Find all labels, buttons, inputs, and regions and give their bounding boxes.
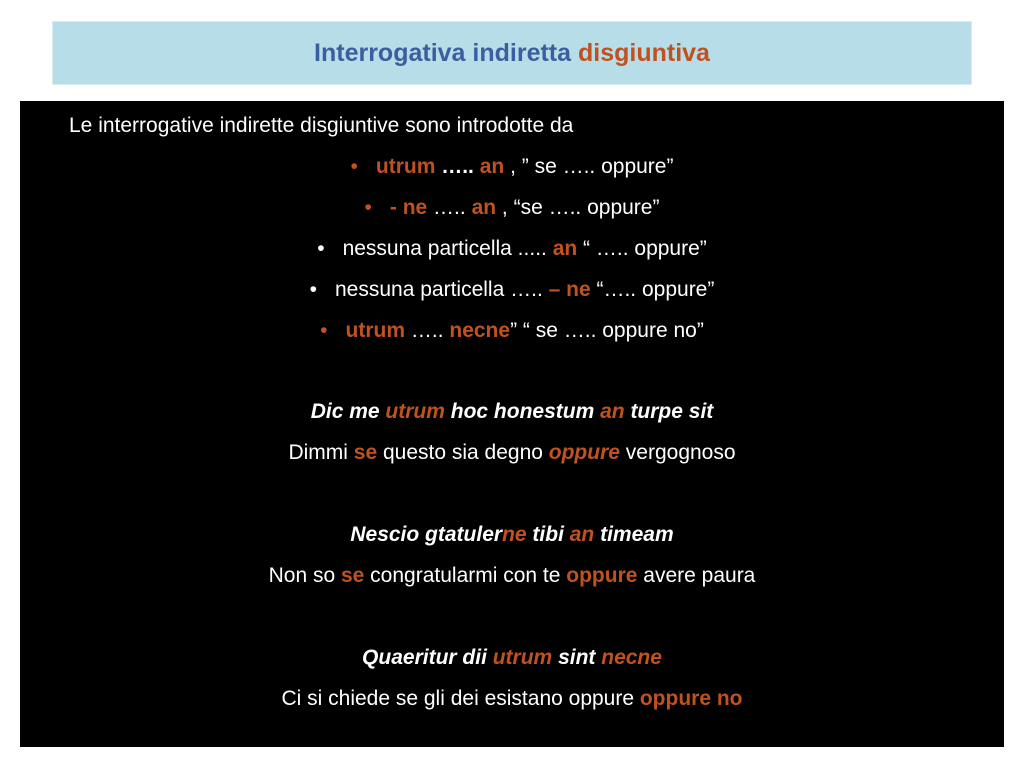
bullet-icon: • xyxy=(320,319,328,342)
slide-title-banner xyxy=(52,21,972,85)
example-2-italian: Non so se congratularmi con te oppure avere paura xyxy=(268,564,756,587)
bullet-ne-an: • - ne ….. an , “se ….. oppure” xyxy=(20,194,1004,222)
bullet-icon: • xyxy=(317,237,325,260)
bullet-icon: • xyxy=(309,278,317,301)
bullet-nessuna-ne: • nessuna particella ….. – ne “….. oppure” xyxy=(20,276,1004,304)
bullet-icon: • xyxy=(364,196,372,219)
bullet-nessuna-an: • nessuna particella ..... an “ ….. oppure” xyxy=(20,235,1004,263)
example-1-italian: Dimmi se questo sia degno oppure vergognoso xyxy=(288,441,736,464)
example-3-latin: Quaeritur dii utrum sint necne xyxy=(362,646,662,669)
bullet-utrum-an: • utrum ….. an , ” se ….. oppure” xyxy=(20,153,1004,181)
example-2-latin: Nescio gtatulerne tibi an timeam xyxy=(350,523,674,546)
title-part-2: disgiuntiva xyxy=(577,38,710,67)
bullet-icon: • xyxy=(350,155,358,178)
intro-text: Le interrogative indirette disgiuntive sono introdotte da xyxy=(69,114,574,137)
slide-title xyxy=(314,39,710,68)
title-part-1: Interrogativa indiretta xyxy=(314,38,572,67)
bullet-utrum-necne: • utrum ….. necne” “ se ….. oppure no” xyxy=(20,317,1004,345)
example-3-italian: Ci si chiede se gli dei esistano oppure oppure no xyxy=(281,687,743,710)
example-1-latin: Dic me utrum hoc honestum an turpe sit xyxy=(310,400,714,423)
slide-content xyxy=(20,101,1004,747)
